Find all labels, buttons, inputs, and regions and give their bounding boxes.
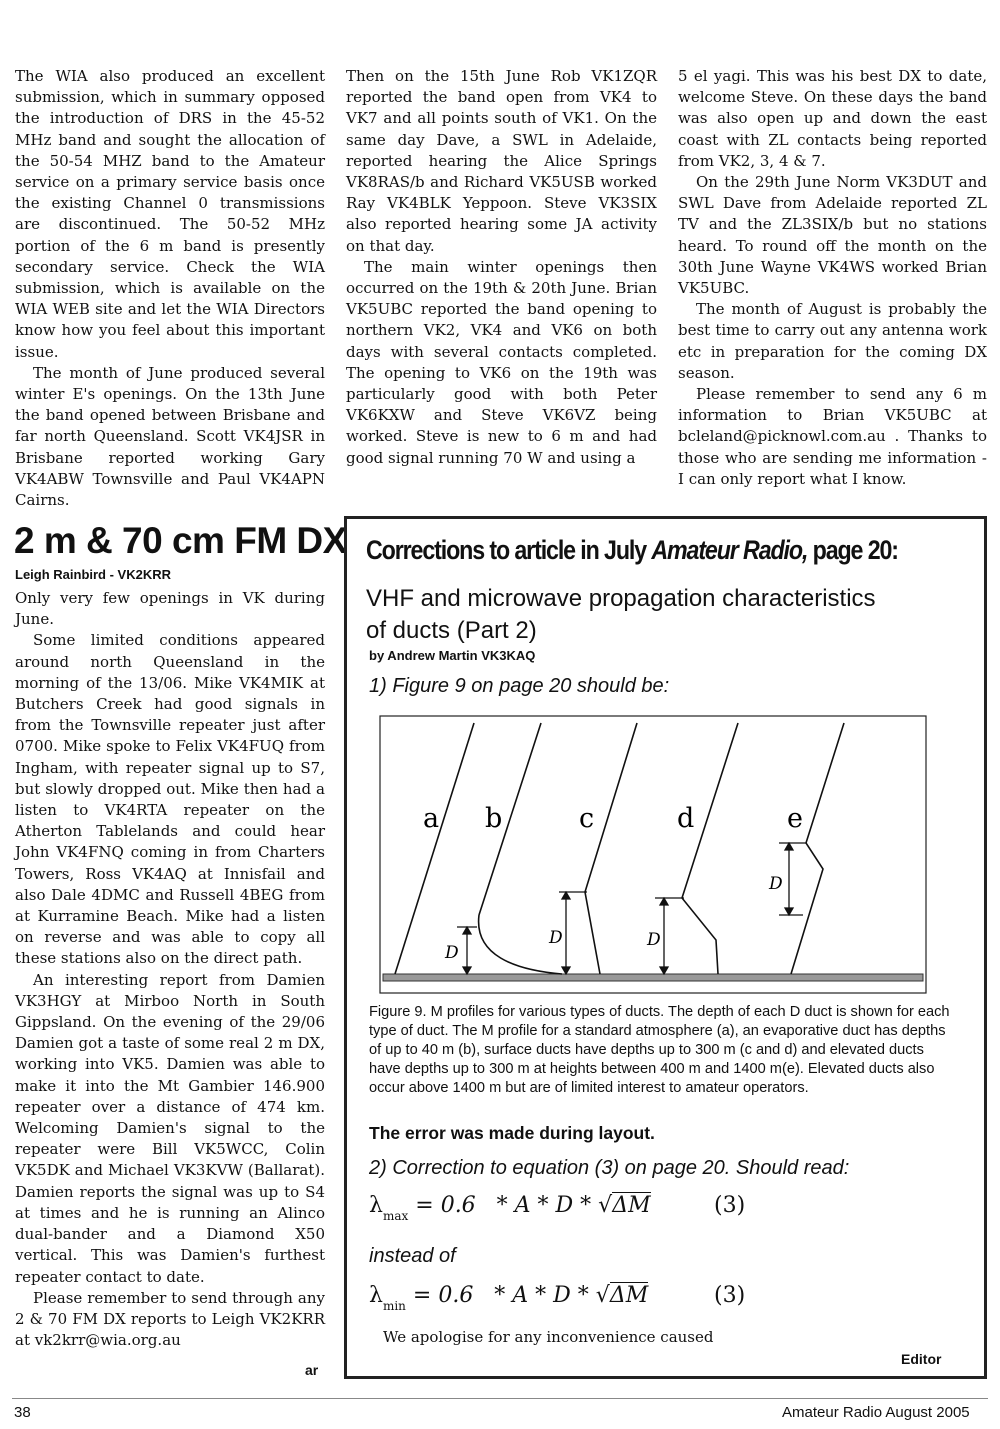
- eq-radicand: ΔM: [612, 1193, 651, 1218]
- eq-number: (3): [714, 1283, 746, 1308]
- paragraph: The main winter openings then occurred on the 19th & 20th June. Brian VK5UBC reported the band opening to northern VK2, VK4 and VK6 on both days with several contacts completed. The opening to VK6 on the 19th was particularly good with both Peter VK6KXW and Steve VK6VZ being worked. Steve is new to 6 m and had good signal running 70 W and using a: [346, 257, 657, 467]
- correction-item-2: 2) Correction to equation (3) on page 20. Should read:: [369, 1157, 850, 1179]
- label-d: d: [677, 803, 695, 834]
- eq-sqrt: √: [595, 1283, 610, 1308]
- fm-article-byline: Leigh Rainbird - VK2KRR: [15, 567, 172, 582]
- label-c: c: [579, 803, 595, 834]
- top-column-3: [678, 66, 987, 490]
- heading-suffix: page 20:: [807, 535, 898, 565]
- paragraph: Please remember to send any 6 m information to Brian VK5UBC at bcleland@picknowl.com.au . Thanks to those who are sending me information - I can only report what I know.: [678, 385, 987, 488]
- paragraph: The WIA also produced an excellent submission, which in summary opposed the introduction of DRS in the 45-52 MHz band and sought the allocation of the 50-54 MHZ band to the Amateur service on a primary service basis once the existing Channel 0 transmissions are discontinued. The 50-52 MHz portion of the 6 m band is presently secondary service. Check the WIA submission, which is available on the WIA WEB site and let the WIA Directors know how you feel about this important issue.: [15, 67, 325, 361]
- top-column-2: [346, 66, 657, 469]
- label-e: e: [787, 803, 803, 834]
- eq-body: = 0.6 * A * D *: [412, 1283, 596, 1308]
- depth-label-e: D: [769, 874, 783, 894]
- figure-frame: [380, 716, 926, 993]
- publication-name: Amateur Radio August 2005: [782, 1404, 970, 1421]
- figure-caption: Figure 9. M profiles for various types of ducts. The depth of each D duct is shown for each type of duct. The M profile for a standard atmosphere (a), an evaporative duct has depths of up to 40 m (b), surface ducts have depths up to 300 m (c and d) and elevated ducts have depths up to 300 m at heights between 400 m and 1400 m(e). Elevated ducts also occur above 1400 m but are of limited interest to amateur operators.: [369, 1004, 950, 1096]
- fm-article-title: 2 m & 70 cm FM DX: [14, 520, 347, 561]
- error-note: The error was made during layout.: [369, 1123, 655, 1143]
- fm-article-body: [15, 588, 325, 1351]
- label-a: a: [423, 803, 440, 834]
- top-column-1: [15, 66, 325, 511]
- equation-wrong: [369, 1283, 769, 1319]
- profile-c: [585, 723, 637, 974]
- apology-text: We apologise for any inconvenience caused: [383, 1328, 714, 1346]
- eq-body: = 0.6 * A * D *: [415, 1193, 599, 1218]
- depth-marker-b: [457, 927, 477, 974]
- footer-rule: [12, 1398, 988, 1399]
- paragraph: Please remember to send through any 2 & 70 FM DX reports to Leigh VK2KRR at vk2krr@wia.org.au: [15, 1288, 325, 1350]
- eq-subscript: min: [382, 1299, 406, 1313]
- paragraph: The month of August is probably the best time to carry out any antenna work etc in preparation for the coming DX season.: [678, 300, 987, 382]
- paragraph: An interesting report from Damien VK3HGY at Mirboo North in South Gippsland. On the evening of the 29/06 Damien got a taste of some real 2 m DX, working into VK5. Damien was able to make it into the Mt Gambier 146.900 repeater over a distance of 474 km. Welcoming Damien's signal to the repeater were Bill VK5WCC, Colin VK5DK and Michael VK3KVW (Ballarat). Damien reports the signal was up to S4 at times and he is running an Alinco dual-bander and a Diamond X50 vertical. This was Damien's furthest repeater contact to date.: [15, 970, 325, 1286]
- eq-lambda: λ: [369, 1193, 383, 1218]
- paragraph: On the 29th June Norm VK3DUT and SWL Dave from Adelaide reported ZL TV and the ZL3SIX/b but no stations heard. To round off the month on the 30th June Wayne VK4WS worked Brian VK5UBC.: [678, 173, 987, 298]
- corrections-subtitle-1: VHF and microwave propagation characteristics: [366, 585, 876, 612]
- paragraph: 5 el yagi. This was his best DX to date, welcome Steve. On these days the band was also open up and down the east coast with ZL contacts being reported from VK2, 3, 4 & 7.: [678, 67, 987, 170]
- depth-marker-e: [779, 843, 807, 915]
- corrections-subtitle-2: of ducts (Part 2): [366, 617, 537, 644]
- eq-subscript: max: [382, 1209, 409, 1223]
- corrections-heading: [366, 535, 898, 566]
- corrections-box: [344, 516, 987, 1379]
- editor-signoff: Editor: [901, 1351, 942, 1367]
- depth-label-d: D: [647, 930, 661, 950]
- instead-of-label: instead of: [369, 1245, 456, 1267]
- eq-lambda: λ: [369, 1283, 383, 1308]
- paragraph: Some limited conditions appeared around north Queensland in the morning of the 13/06. Mike VK4MIK at Butchers Creek had good signals in from the Townsville repeater just after 0700. Mike spoke to Felix VK4FUQ from Ingham, with repeater signal up to S7, but slowly dropped out. Mike then had a listen to VK4RTA repeater on the Atherton Tablelands and could hear John VK4FNQ coming in from Charters Towers, Ross VK4AQ at Innisfail and also Dale 4DMC and Russell 4BEG from at Kurramine Beach. Mike had a listen on reverse and was able to copy all these stations also on the direct path.: [15, 631, 325, 968]
- paragraph: The month of June produced several winter E's openings. On the 13th June the band opened between Brisbane and far north Queensland. Scott VK4JSR in Brisbane reported working Gary VK4ABW Townsville and Paul VK4APN Cairns.: [15, 363, 325, 510]
- depth-label-b: D: [445, 943, 459, 963]
- eq-radicand: ΔM: [609, 1283, 649, 1308]
- correction-item-1: 1) Figure 9 on page 20 should be:: [369, 675, 670, 697]
- profile-a: [395, 723, 474, 974]
- profile-d: [682, 723, 738, 974]
- figure-9: [379, 715, 927, 997]
- eq-sqrt: √: [598, 1193, 613, 1218]
- paragraph: Then on the 15th June Rob VK1ZQR reported the band open from VK4 to VK7 and all points south of VK1. On the same day Dave, a SWL in Adelaide, reported hearing the Alice Springs VK8RAS/b and Richard VK5USB worked Ray VK4BLK Yeppoon. Steve VK3SIX also reported hearing some JA activity on that day.: [346, 67, 657, 255]
- corrections-byline: by Andrew Martin VK3KAQ: [369, 648, 536, 663]
- heading-italic: Amateur Radio,: [651, 535, 808, 565]
- depth-label-c: D: [549, 928, 563, 948]
- paragraph: Only very few openings in VK during June.: [15, 589, 325, 629]
- end-mark: ar: [305, 1362, 319, 1378]
- heading-prefix: Corrections to article in July: [366, 535, 652, 565]
- ground-surface: [383, 974, 923, 981]
- label-b: b: [485, 803, 503, 834]
- profile-e: [791, 723, 844, 974]
- depth-marker-c: [559, 892, 587, 974]
- page-number: 38: [14, 1404, 31, 1421]
- equation-correct: [369, 1193, 769, 1229]
- eq-number: (3): [714, 1193, 746, 1218]
